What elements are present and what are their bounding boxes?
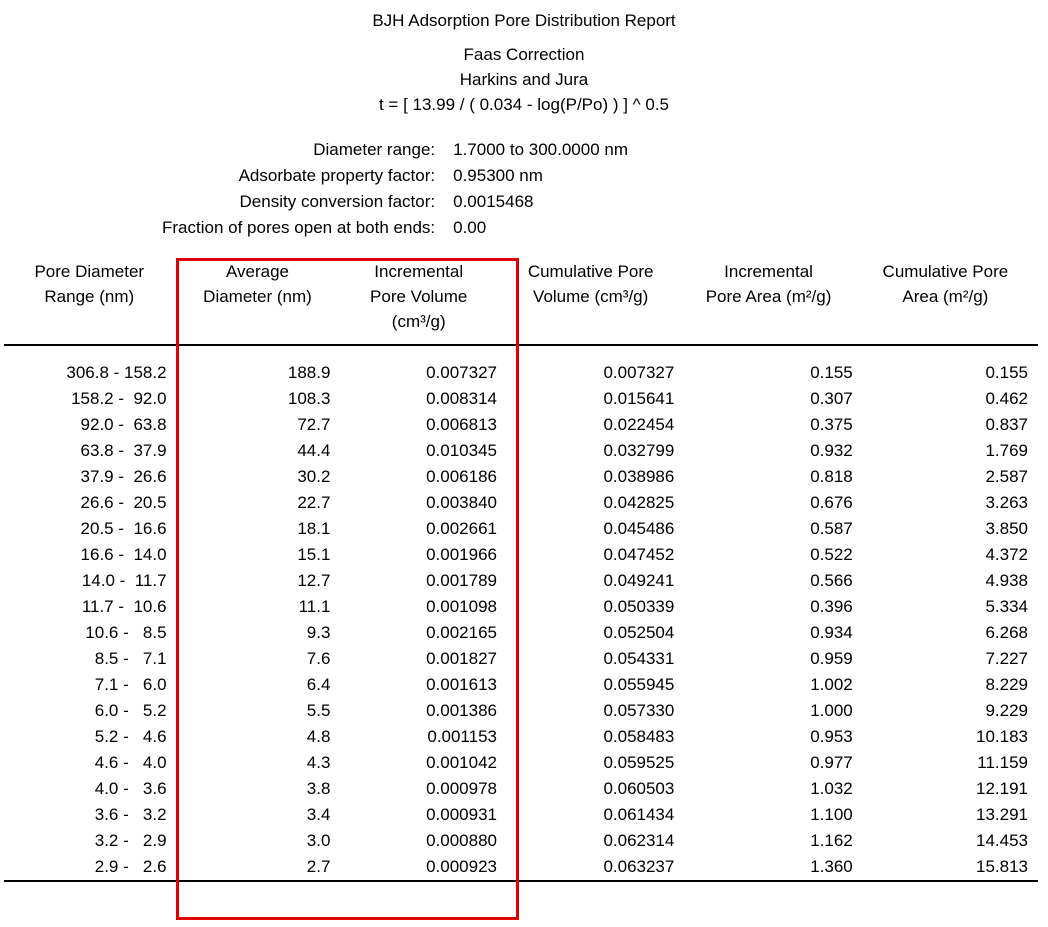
- table-row: [4, 594, 1038, 620]
- cell-incr-volume: 0.010345: [426, 441, 497, 460]
- cell-incr-volume: 0.001153: [427, 727, 497, 746]
- cell-incr-volume: 0.006186: [426, 467, 497, 486]
- table-row: [4, 568, 1038, 594]
- cell-cum-area: 9.229: [985, 701, 1028, 720]
- table-row: [4, 672, 1038, 698]
- cell-range: 63.8 - 37.9: [80, 441, 167, 460]
- cell-cum-area: 11.159: [977, 753, 1028, 772]
- pore-distribution-table: [4, 257, 1038, 882]
- cell-cum-area: 3.263: [985, 493, 1028, 512]
- table-row: [4, 386, 1038, 412]
- cell-incr-area: 0.566: [810, 571, 853, 590]
- cell-cum-volume: 0.058483: [603, 727, 675, 746]
- cell-range: 4.0 - 3.6: [94, 779, 167, 798]
- cell-incr-area: 0.676: [810, 493, 853, 512]
- cell-incr-area: 0.396: [810, 597, 853, 616]
- cell-incr-area: 1.360: [810, 857, 853, 876]
- cell-incr-area: 0.155: [810, 363, 853, 382]
- cell-incr-volume: 0.002661: [426, 519, 497, 538]
- cell-cum-volume: 0.059525: [603, 753, 675, 772]
- cell-incr-volume: 0.000931: [426, 805, 497, 824]
- table-row: [4, 516, 1038, 542]
- report-header: [0, 0, 1048, 117]
- cell-cum-volume: 0.007327: [603, 363, 675, 382]
- table-row: [4, 360, 1038, 386]
- cell-range: 92.0 - 63.8: [80, 415, 167, 434]
- cell-incr-area: 1.002: [810, 675, 853, 694]
- cell-cum-area: 0.155: [985, 363, 1028, 382]
- report-thickness-model: Harkins and Jura: [459, 70, 589, 89]
- parameter-row: [162, 215, 628, 241]
- cell-cum-volume: 0.061434: [603, 805, 675, 824]
- report-title: BJH Adsorption Pore Distribution Report: [372, 11, 676, 30]
- table-row: [4, 464, 1038, 490]
- cell-cum-area: 13.291: [976, 805, 1028, 824]
- cell-cum-volume: 0.032799: [603, 441, 675, 460]
- cell-incr-area: 0.959: [810, 649, 853, 668]
- parameter-value: 1.7000 to 300.0000 nm: [453, 140, 628, 159]
- cell-incr-area: 1.162: [810, 831, 853, 850]
- cell-cum-area: 6.268: [985, 623, 1028, 642]
- parameter-label: Adsorbate property factor:: [238, 166, 436, 185]
- table-row: [4, 802, 1038, 828]
- cell-incr-area: 0.934: [810, 623, 853, 642]
- cell-range: 26.6 - 20.5: [80, 493, 167, 512]
- parameter-value: 0.95300 nm: [453, 166, 543, 185]
- cell-range: 16.6 - 14.0: [80, 545, 167, 564]
- parameter-row: [162, 137, 628, 163]
- cell-avg-diameter: 15.1: [297, 545, 331, 564]
- cell-avg-diameter: 5.5: [306, 701, 331, 720]
- cell-incr-area: 0.977: [810, 753, 853, 772]
- cell-cum-area: 4.372: [985, 545, 1028, 564]
- cell-range: 11.7 - 10.6: [81, 597, 167, 616]
- parameter-list: [162, 137, 628, 241]
- cell-cum-volume: 0.057330: [603, 701, 675, 720]
- cell-incr-area: 1.032: [810, 779, 853, 798]
- table-row: [4, 750, 1038, 776]
- table-row: [4, 412, 1038, 438]
- cell-incr-volume: 0.001789: [426, 571, 497, 590]
- cell-avg-diameter: 108.3: [287, 389, 331, 408]
- cell-cum-volume: 0.063237: [603, 857, 675, 876]
- parameter-row: [162, 163, 628, 189]
- cell-cum-area: 14.453: [976, 831, 1028, 850]
- cell-incr-volume: 0.003840: [426, 493, 497, 512]
- cell-incr-volume: 0.001386: [426, 701, 497, 720]
- cell-cum-area: 7.227: [985, 649, 1028, 668]
- cell-cum-area: 3.850: [985, 519, 1028, 538]
- cell-incr-volume: 0.001613: [426, 675, 497, 694]
- cell-incr-volume: 0.008314: [426, 389, 497, 408]
- cell-avg-diameter: 7.6: [306, 649, 331, 668]
- cell-incr-area: 0.953: [810, 727, 853, 746]
- cell-incr-volume: 0.006813: [426, 415, 497, 434]
- table-row: [4, 646, 1038, 672]
- cell-cum-area: 0.462: [985, 389, 1028, 408]
- cell-incr-area: 1.000: [810, 701, 853, 720]
- cell-incr-volume: 0.002165: [426, 623, 497, 642]
- parameter-value: 0.0015468: [453, 192, 534, 211]
- cell-cum-volume: 0.015641: [603, 389, 675, 408]
- cell-cum-volume: 0.022454: [603, 415, 675, 434]
- cell-range: 37.9 - 26.6: [80, 467, 167, 486]
- cell-avg-diameter: 6.4: [306, 675, 331, 694]
- cell-avg-diameter: 4.3: [306, 753, 331, 772]
- table-row: [4, 828, 1038, 854]
- cell-cum-area: 12.191: [976, 779, 1028, 798]
- cell-cum-volume: 0.062314: [603, 831, 675, 850]
- cell-cum-volume: 0.045486: [603, 519, 675, 538]
- parameter-row: [162, 189, 628, 215]
- cell-avg-diameter: 30.2: [297, 467, 331, 486]
- pore-distribution-table-wrap: [0, 257, 1048, 882]
- cell-avg-diameter: 12.7: [297, 571, 331, 590]
- cell-incr-volume: 0.000880: [426, 831, 497, 850]
- cell-avg-diameter: 72.7: [297, 415, 331, 434]
- cell-cum-volume: 0.047452: [603, 545, 675, 564]
- table-header-row: [4, 257, 1038, 345]
- table-row: [4, 854, 1038, 881]
- table-row: [4, 542, 1038, 568]
- cell-cum-area: 10.183: [976, 727, 1028, 746]
- cell-range: 158.2 - 92.0: [71, 389, 167, 408]
- cell-range: 14.0 - 11.7: [81, 571, 167, 590]
- footer-rule: [4, 881, 1038, 882]
- table-row: [4, 724, 1038, 750]
- cell-cum-volume: 0.042825: [603, 493, 675, 512]
- cell-incr-volume: 0.001966: [426, 545, 497, 564]
- cell-incr-area: 0.932: [810, 441, 853, 460]
- cell-incr-area: 0.818: [810, 467, 853, 486]
- cell-incr-volume: 0.001098: [426, 597, 497, 616]
- cell-avg-diameter: 2.7: [306, 857, 331, 876]
- cell-incr-volume: 0.000978: [426, 779, 497, 798]
- table-row: [4, 698, 1038, 724]
- cell-range: 8.5 - 7.1: [94, 649, 167, 668]
- body-spacer: [4, 346, 1038, 360]
- cell-cum-volume: 0.050339: [603, 597, 675, 616]
- column-header-cumulative-pore-area: Cumulative Pore Area (m²/g): [882, 262, 1009, 306]
- cell-avg-diameter: 11.1: [298, 597, 331, 616]
- report-correction: Faas Correction: [463, 45, 585, 64]
- cell-range: 3.6 - 3.2: [94, 805, 167, 824]
- cell-avg-diameter: 9.3: [306, 623, 331, 642]
- table-row: [4, 776, 1038, 802]
- cell-incr-area: 0.375: [810, 415, 853, 434]
- cell-incr-area: 0.522: [810, 545, 853, 564]
- cell-avg-diameter: 3.8: [306, 779, 331, 798]
- table-row: [4, 438, 1038, 464]
- cell-range: 2.9 - 2.6: [94, 857, 167, 876]
- cell-range: 4.6 - 4.0: [94, 753, 167, 772]
- parameter-label: Density conversion factor:: [239, 192, 436, 211]
- cell-cum-volume: 0.060503: [603, 779, 675, 798]
- parameter-label: Fraction of pores open at both ends:: [162, 218, 436, 237]
- cell-range: 3.2 - 2.9: [94, 831, 167, 850]
- cell-incr-area: 0.587: [810, 519, 853, 538]
- cell-cum-area: 5.334: [985, 597, 1028, 616]
- cell-cum-volume: 0.052504: [603, 623, 675, 642]
- cell-avg-diameter: 4.8: [306, 727, 331, 746]
- column-header-average-diameter: Average Diameter (nm): [203, 262, 312, 306]
- cell-range: 20.5 - 16.6: [80, 519, 167, 538]
- cell-range: 5.2 - 4.6: [94, 727, 167, 746]
- cell-avg-diameter: 18.1: [297, 519, 331, 538]
- cell-cum-area: 15.813: [976, 857, 1028, 876]
- column-header-incremental-pore-area: Incremental Pore Area (m²/g): [705, 262, 832, 306]
- table-body: [4, 346, 1038, 881]
- column-header-pore-diameter-range: Pore Diameter Range (nm): [34, 262, 145, 306]
- cell-cum-volume: 0.049241: [603, 571, 675, 590]
- cell-incr-volume: 0.007327: [426, 363, 497, 382]
- cell-cum-volume: 0.054331: [603, 649, 675, 668]
- cell-cum-area: 0.837: [985, 415, 1028, 434]
- cell-range: 7.1 - 6.0: [94, 675, 167, 694]
- cell-cum-area: 8.229: [985, 675, 1028, 694]
- cell-avg-diameter: 44.4: [297, 441, 331, 460]
- cell-incr-area: 0.307: [810, 389, 853, 408]
- parameter-label: Diameter range:: [313, 140, 436, 159]
- parameter-value: 0.00: [453, 218, 487, 237]
- column-header-incremental-pore-volume: Incremental Pore Volume (cm³/g): [370, 262, 468, 331]
- cell-incr-area: 1.100: [810, 805, 853, 824]
- cell-cum-area: 4.938: [985, 571, 1028, 590]
- cell-range: 6.0 - 5.2: [94, 701, 167, 720]
- cell-cum-volume: 0.055945: [603, 675, 675, 694]
- cell-cum-area: 1.769: [985, 441, 1028, 460]
- cell-avg-diameter: 188.9: [287, 363, 331, 382]
- table-row: [4, 490, 1038, 516]
- cell-incr-volume: 0.000923: [426, 857, 497, 876]
- cell-avg-diameter: 22.7: [297, 493, 331, 512]
- cell-cum-area: 2.587: [985, 467, 1028, 486]
- cell-incr-volume: 0.001827: [426, 649, 497, 668]
- report-thickness-equation: t = [ 13.99 / ( 0.034 - log(P/Po) ) ] ^ 0.5: [378, 95, 670, 114]
- cell-range: 10.6 - 8.5: [85, 623, 167, 642]
- cell-avg-diameter: 3.4: [306, 805, 331, 824]
- column-header-cumulative-pore-volume: Cumulative Pore Volume (cm³/g): [527, 262, 654, 306]
- cell-range: 306.8 - 158.2: [66, 363, 167, 382]
- table-row: [4, 620, 1038, 646]
- cell-cum-volume: 0.038986: [603, 467, 675, 486]
- cell-incr-volume: 0.001042: [426, 753, 497, 772]
- cell-avg-diameter: 3.0: [306, 831, 331, 850]
